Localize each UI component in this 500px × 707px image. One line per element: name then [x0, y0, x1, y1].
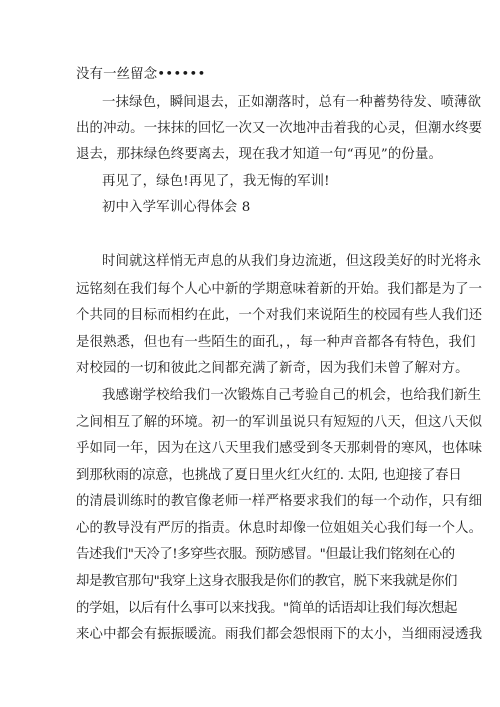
text-line: 的清晨训练时的教官像老师一样严格要求我们的每一个动作，只有细: [76, 494, 483, 509]
text-line: 个共同的目标而相约在此，一个对我们来说陌生的校园有些人我们还: [76, 308, 483, 323]
section-heading: 初中入学军训心得体会 8: [102, 200, 251, 215]
text-line: 告述我们"天冷了!多穿些衣服。预防感冒。"但最让我们铭刻在心的: [76, 547, 455, 562]
text-line: 到那秋雨的凉意，也挑战了夏日里火红火红的. 太阳, 也迎接了春日: [76, 468, 462, 483]
text-line: 时间就这样悄无声息的从我们身边流逝，但这段美好的时光将永: [102, 254, 482, 269]
text-line: 一抹绿色，瞬间退去，正如潮落时，总有一种蓄势待发、喷薄欲: [102, 95, 482, 110]
text-line: 却是教官那句"我穿上这身衣服我是你们的教官，脱下来我就是你们: [76, 574, 457, 589]
text-line: 来心中都会有振振暖流。雨我们都会怨恨雨下的太小，当细雨浸透我: [76, 627, 483, 642]
text-line: 远铭刻在我们每个人心中新的学期意味着新的开始。我们都是为了一: [76, 282, 483, 297]
text-line: 对校园的一切和彼此之间都充满了新奇，因为我们未曾了解对方。: [76, 361, 469, 376]
text-line: 没有一丝留念••••••: [76, 67, 206, 82]
text-line: 乎如同一年，因为在这八天里我们感受到冬天那刺骨的寒风，也体味: [76, 441, 483, 456]
text-line: 退去，那抹绿色终要离去，现在我才知道一句“再见”的份量。: [76, 147, 443, 162]
text-line: 我感谢学校给我们一次锻炼自己考验自己的机会，也给我们新生: [102, 388, 482, 403]
text-line: 心的教导没有严厉的指责。休息时却像一位姐姐关心我们每一个人。: [76, 521, 483, 536]
text-line: 的学姐，以后有什么事可以来找我。"简单的话语却让我们每次想起: [76, 601, 457, 616]
text-line: 是很熟悉，但也有一些陌生的面孔，，每一种声音都各有特色，我们: [76, 335, 476, 350]
text-line: 再见了，绿色!再见了，我无悔的军训!: [102, 174, 330, 189]
text-line: 出的冲动。一抹抹的回忆一次又一次地冲击着我的心灵，但潮水终要: [76, 121, 483, 136]
text-line: 之间相互了解的环境。初一的军训虽说只有短短的八天，但这八天似: [76, 415, 483, 430]
